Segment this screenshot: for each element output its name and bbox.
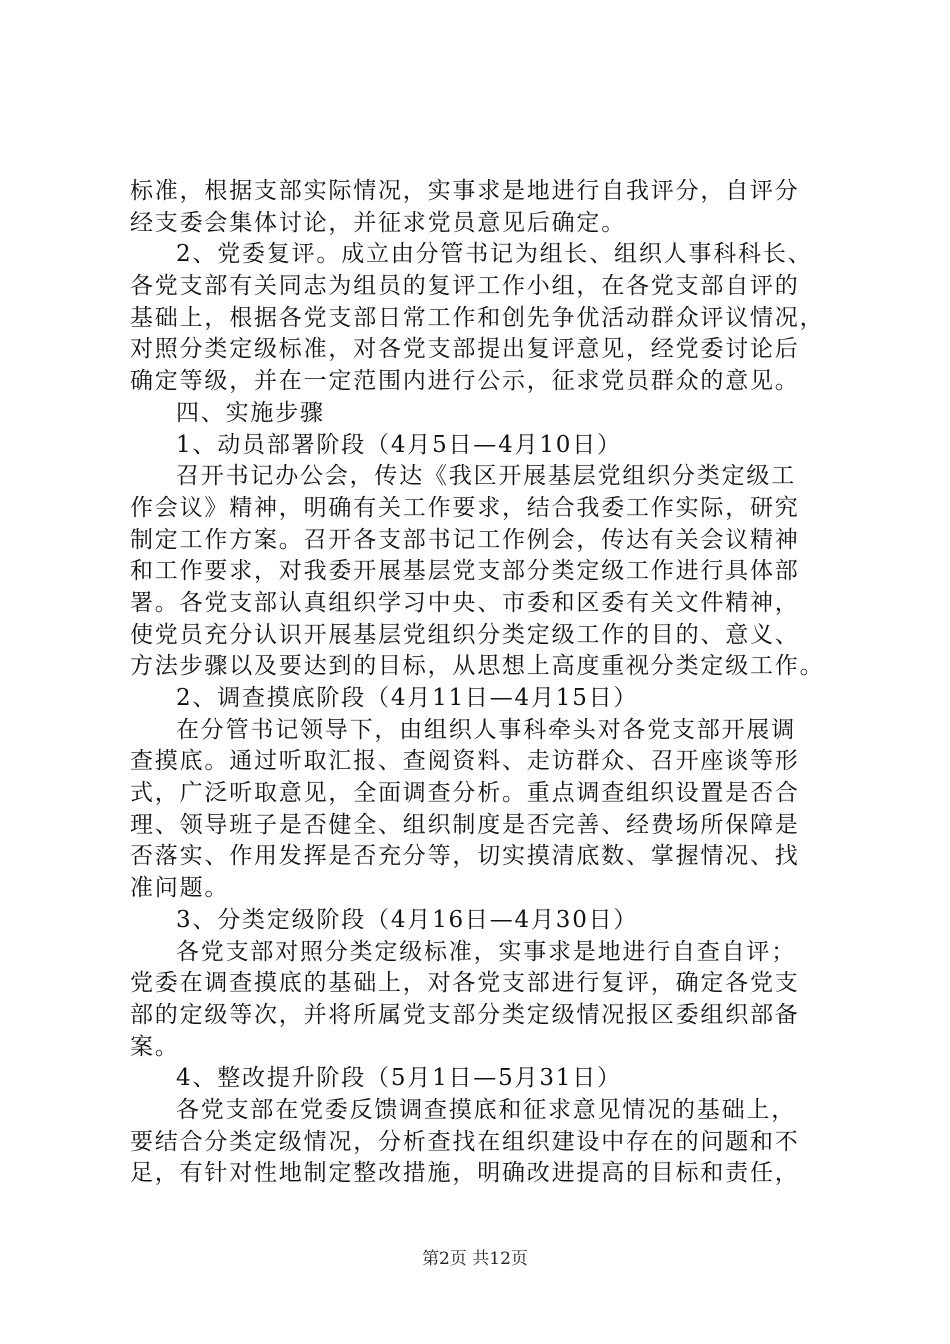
text-line: 经支委会集体讨论，并征求党员意见后确定。 [130,209,626,236]
text-line: 使党员充分认识开展基层党组织分类定级工作的目的、意义、 [130,621,800,648]
subsection-heading: 2、调查摸底阶段（4月11日—4月15日） [176,685,639,711]
text-line: 确定等级，并在一定范围内进行公示，征求党员群众的意见。 [130,368,800,395]
text-line: 署。各党支部认真组织学习中央、市委和区委有关文件精神， [130,589,800,616]
text-line: 否落实、作用发挥是否充分等，切实摸清底数、掌握情况、找 [130,843,800,870]
text-line: 式，广泛听取意见，全面调查分析。重点调查组织设置是否合 [130,780,800,807]
text-line: 查摸底。通过听取汇报、查阅资料、走访群众、召开座谈等形 [130,748,800,775]
text-line: 制定工作方案。召开各支部书记工作例会，传达有关会议精神 [130,526,800,553]
text-line: 标准，根据支部实际情况，实事求是地进行自我评分，自评分 [130,178,800,204]
text-line: 要结合分类定级情况，分析查找在组织建设中存在的问题和不 [130,1128,800,1155]
text-line: 足，有针对性地制定整改措施，明确改进提高的目标和责任， [130,1160,800,1187]
text-line: 2、党委复评。成立由分管书记为组长、组织人事科科长、 [176,241,813,268]
subsection-heading: 1、动员部署阶段（4月5日—4月10日） [176,431,622,458]
text-line: 基础上，根据各党支部日常工作和创先争优活动群众评议情况， [130,304,825,331]
text-line: 部的定级等次，并将所属党支部分类定级情况报区委组织部备 [130,1001,800,1028]
text-line: 方法步骤以及要达到的目标，从思想上高度重视分类定级工作。 [130,653,825,680]
text-line: 理、领导班子是否健全、组织制度是否完善、经费场所保障是 [130,811,800,838]
text-line: 案。 [130,1033,180,1060]
text-line: 各党支部有关同志为组员的复评工作小组，在各党支部自评的 [130,273,800,300]
subsection-heading: 3、分类定级阶段（4月16日—4月30日） [176,906,639,933]
text-line: 准问题。 [130,875,230,902]
document-body [130,176,830,1190]
text-line: 和工作要求，对我委开展基层党支部分类定级工作进行具体部 [130,558,800,585]
text-line: 召开书记办公会，传达《我区开展基层党组织分类定级工 [176,463,796,490]
text-line: 在分管书记领导下，由组织人事科牵头对各党支部开展调 [176,716,796,743]
text-line: 对照分类定级标准，对各党支部提出复评意见，经党委讨论后 [130,336,800,363]
text-line: 作会议》精神，明确有关工作要求，结合我委工作实际，研究 [130,494,800,521]
text-line: 各党支部对照分类定级标准，实事求是地进行自查自评； [176,938,796,965]
text-line: 党委在调查摸底的基础上，对各党支部进行复评，确定各党支 [130,970,800,997]
text-line: 各党支部在党委反馈调查摸底和征求意见情况的基础上， [176,1096,796,1123]
page-number-footer: 第2页 共12页 [422,1249,528,1269]
subsection-heading: 4、整改提升阶段（5月1日—5月31日） [176,1065,622,1092]
section-heading: 四、实施步骤 [176,399,325,426]
